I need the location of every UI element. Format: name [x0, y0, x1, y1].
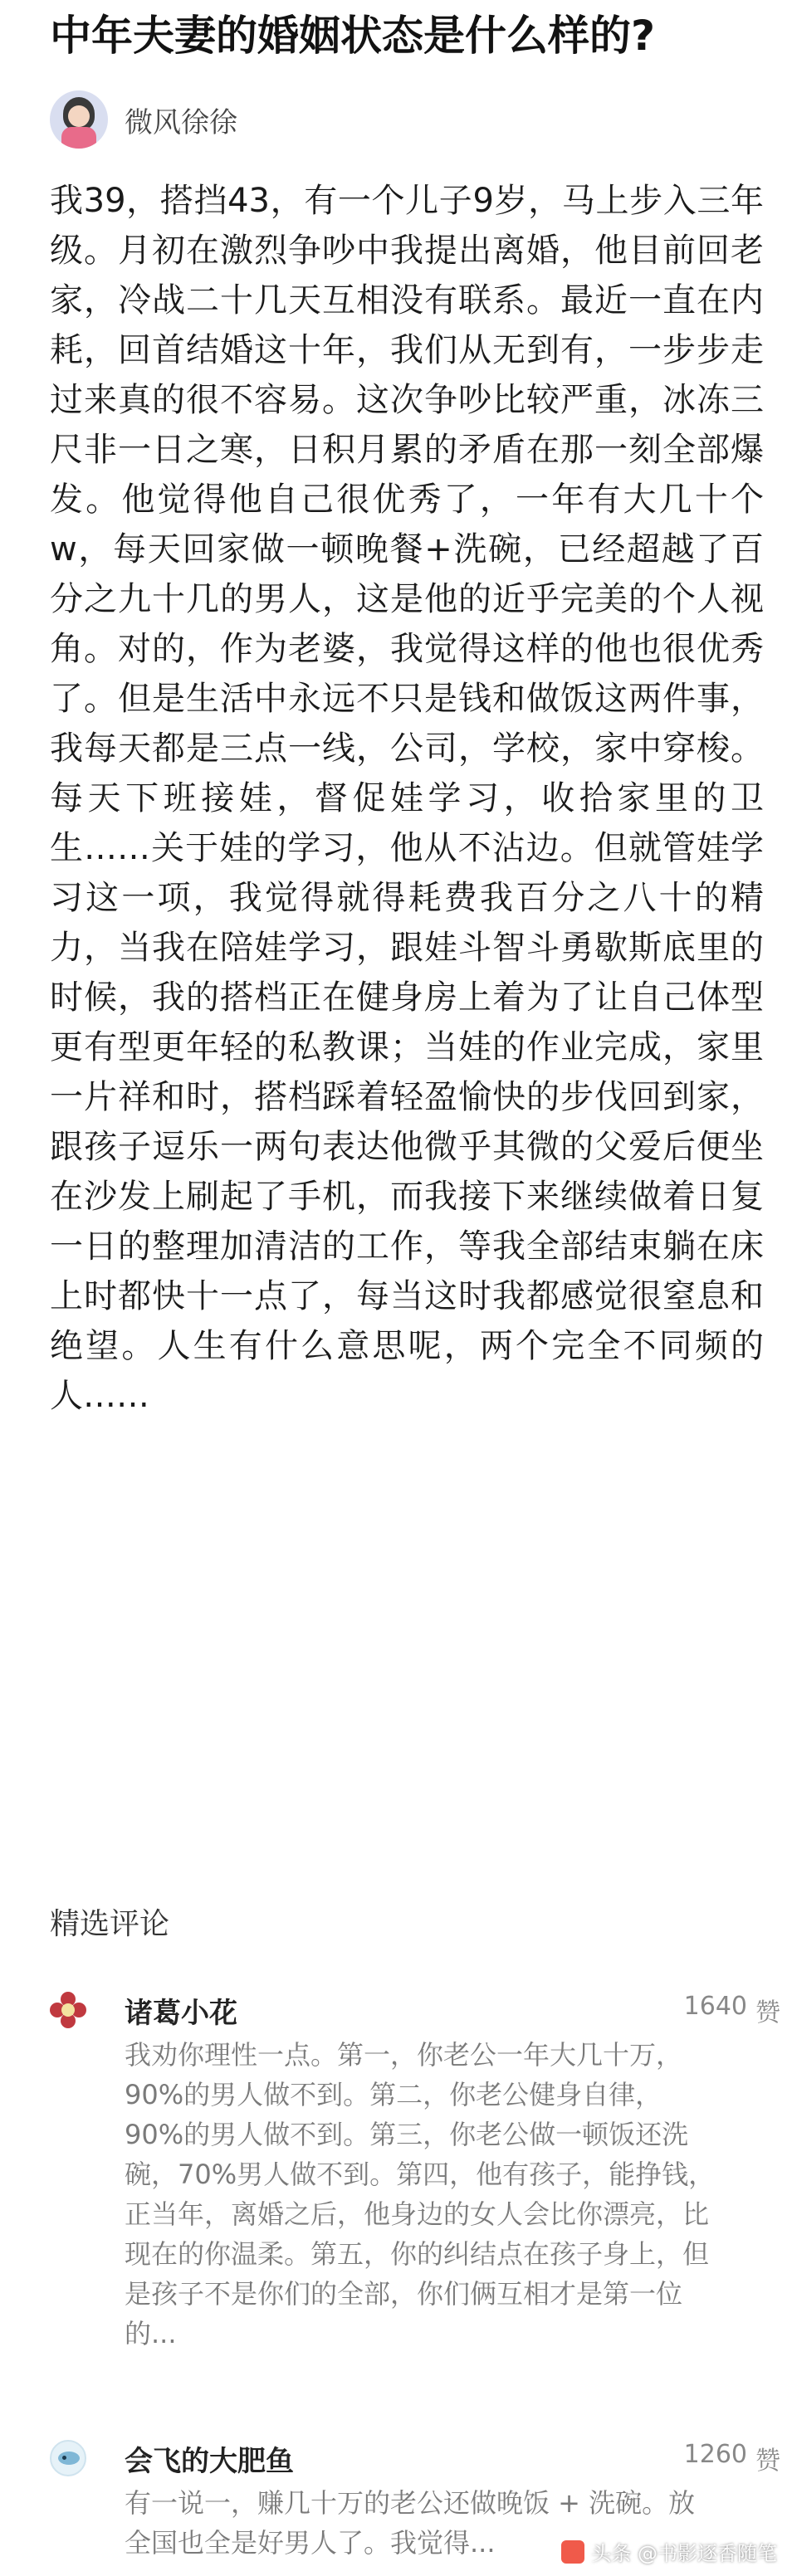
author-name[interactable]: 微风徐徐 [125, 105, 237, 139]
comment-author[interactable]: 诸葛小花 [125, 1997, 237, 2030]
answer-body: 我39，搭挡43，有一个儿子9岁，马上步入三年级。月初在激烈争吵中我提出离婚，他目前回老家，冷战二十几天互相没有联系。最近一直在内耗，回首结婚这十年，我们从无到有，一步步走过来真的很不容易。这次争吵比较严重，冰冻三尺非一日之寒，日积月累的矛盾在那一刻全部爆发。他觉得他自己很优秀了，一年有大几十个w，每天回家做一顿晚餐+洗碗，已经超越了百分之九十几的男人，这是他的近乎完美的个人视角。对的，作为老婆，我觉得这样的他也很优秀了。但是生活中永远不只是钱和做饭这两件事，我每天都是三点一线，公司，学校，家中穿梭。每天下班接娃，督促娃学习，收拾家里的卫生……关于娃的学习，他从不沾边。但就管娃学习这一项，我觉得就得耗费我百分之八十的精力，当我在陪娃学习，跟娃斗智斗勇歇斯底里的时候，我的搭档正在健身房上着为了让自己体型更有型更年轻的私教课；当娃的作业完成，家里一片祥和时，搭档踩着轻盈愉快的步伐回到家，跟孩子逗乐一两句表达他微乎其微的父爱后便坐在沙发上刷起了手机，而我接下来继续做着日复一日的整理加清洁的工作，等我全部结束躺在床上时都快十一点了，每当这时我都感觉很窒息和绝望。人生有什么意思呢，两个完全不同频的人…… [50, 182, 764, 1415]
comment-text: 我劝你理性一点。第一，你老公一年大几十万，90%的男人做不到。第二，你老公健身自律，90%的男人做不到。第三，你老公做一顿饭还洗碗，70%男人做不到。第四，他有孩子，能挣钱，正当年，离婚之后，他身边的女人会比你漂亮，比现在的你温柔。第五，你的纠结点在孩子身上，但是孩子不是你们的全部，你们俩互相才是第一位的... [125, 2039, 716, 2349]
like-count[interactable] [684, 2440, 780, 2476]
question-title: 中年夫妻的婚姻状态是什么样的? [50, 12, 656, 60]
like-count[interactable] [684, 1992, 780, 2028]
like-label: 赞 [755, 2447, 780, 2476]
comment-author[interactable]: 会飞的大肥鱼 [125, 2445, 294, 2478]
like-number: 1260 [683, 2440, 747, 2469]
watermark-text: 头条 @书影逐香随笔 [591, 2542, 777, 2565]
avatar-icon[interactable] [50, 90, 108, 149]
comment-text: 有一说一，赚几十万的老公还做晚饭 + 洗碗。放全国也全是好男人了。我觉得... [125, 2487, 696, 2559]
author-row[interactable] [50, 90, 237, 149]
like-label: 赞 [755, 1998, 780, 2027]
watermark [561, 2537, 777, 2566]
toutiao-logo-icon [561, 2540, 584, 2564]
like-number: 1640 [683, 1992, 747, 2021]
fish-avatar-icon[interactable] [50, 2440, 86, 2476]
comments-header: 精选评论 [50, 1907, 170, 1941]
flower-avatar-icon[interactable] [50, 1992, 86, 2028]
